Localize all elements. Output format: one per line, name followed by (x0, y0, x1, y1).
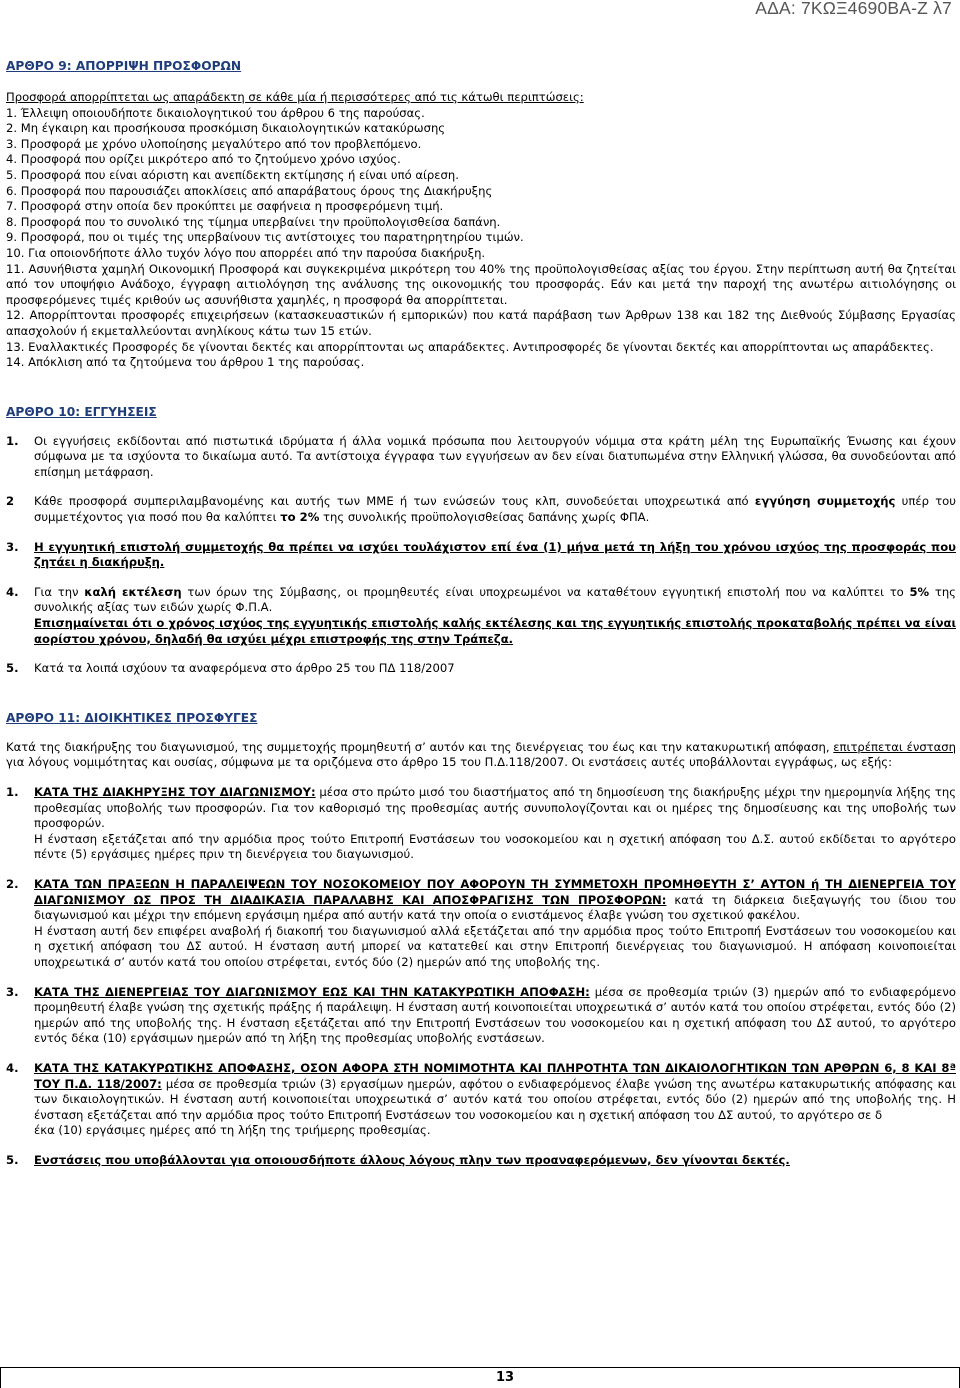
text-run: της συνολικής αξίας των ειδών χωρίς Φ.Π.Α. (34, 584, 956, 615)
article10-item-3 (6, 540, 956, 571)
list-item: 13. Εναλλακτικές Προσφορές δε γίνονται δεκτές και απορρίπτονται ως απαράδεκτες. Αντιπροσφορές δε γίνονται δεκτές και απορρίπτονται ως απαράδεκτες. (6, 339, 934, 354)
text-run: υπέρ του συμμετέχοντος για ποσό που θα καλύπτει (34, 494, 956, 525)
text-run: Η ένσταση αυτή δεν επιφέρει αναβολή ή διακοπή του διαγωνισμού αλλά εξετάζεται από την αρμόδια προς τούτο Επιτροπή Ενστάσεων του νοσοκομείου και η σχετική απόφαση του ΔΣ αυτού. Η ένσταση αυτή μπορεί να κατατεθεί και στην Επιτροπή διενέργειας του διαγωνισμού. Η απόφαση κοινοποιείται υποχρεωτικά σ’ αυτόν κατά του οποίου στρέφεται, εντός δύο (2) ημερών από της υποβολής της. (34, 923, 956, 969)
item-number: 1. (6, 785, 19, 799)
list-item: 5. Προσφορά που είναι αόριστη και ανεπίδεκτη εκτίμησης ή είναι υπό αίρεση. (6, 167, 459, 182)
text-run-note: Επισημαίνεται ότι ο χρόνος ισχύος της εγγυητικής επιστολής καλής εκτέλεσης και της εγγυητικής επιστολής προκαταβολής πρέπει να είναι αορίστου χρόνου, δηλαδή θα ισχύει μέχρι επιστροφής της στην Τράπεζα. (34, 616, 956, 646)
list-item: 12. Απορρίπτονται προσφορές επιχειρήσεων (κατασκευαστικών ή εμπορικών) που κατά παράβαση των Άρθρων 138 και 182 της Διεθνούς Σύμβασης Εργασίας απασχολούν ή εκμεταλλεύονται ανηλίκους κάτω των 15 ετών. (6, 308, 956, 338)
item-text (34, 985, 956, 1047)
page-number: 13 (496, 1370, 515, 1385)
text-run: Κατά της διακήρυξης του διαγωνισμού, της συμμετοχής προμηθευτή σ’ αυτόν και της διενέργειας του έως και την κατακυρωτική απόφαση, (6, 739, 834, 754)
item-text (34, 494, 956, 525)
article9-list (6, 90, 956, 371)
text-run-underline: επιτρέπεται ένσταση (833, 739, 957, 754)
text-run: για λόγους νομιμότητας και ουσίας, σύμφωνα με τα οριζόμενα στο άρθρο 15 του Π.Δ.118/2007. Οι ενστάσεις αυτές υποβάλλονται εγγράφως, ως εξής: (6, 755, 893, 770)
item-number: 5. (6, 661, 19, 676)
text-run: μέσα στο πρώτο μισό του διαστήματος από τη δημοσίευση της διακήρυξης μέχρι την ημερομηνία λήξης της προθεσμίας υποβολής των προσφορών. Για τον καθορισμό της προθεσμίας αυτής συνυπολογίζονται και οι ημέρες της δημοσίευσης και της υποβολής των προσφορών. (34, 785, 956, 831)
item-number: 3. (6, 984, 19, 999)
article11-intro (6, 740, 956, 771)
article10-item-1 (6, 434, 956, 481)
text-run: μέσα σε προθεσμία τριών (3) ημερών από το ενδιαφερόμενο προμηθευτή έλαβε γνώση της σχετικής πράξης ή παράλειψη. Η ένσταση αυτή κοινοποιείται υποχρεωτικά σ’ αυτόν κατά του οποίου στρέφεται, εντός δύο (2) ημερών από της υποβολής της. Η ένσταση εξετάζεται από την Επιτροπή Ενστάσεων του νοσοκομείου και η σχετική απόφαση του ΔΣ αυτού, το αργότερο εντός δέκα (10) εργάσιμων ημερών από τη λήξη της προθεσμίας υποβολής ενστάσεων. (34, 984, 956, 1046)
article9-title: ΑΡΘΡΟ 9: ΑΠΟΡΡΙΨΗ ΠΡΟΣΦΟΡΩΝ (6, 59, 242, 73)
list-item: 14. Απόκλιση από τα ζητούμενα του άρθρου 1 της παρούσας. (6, 355, 365, 370)
article10-title: ΑΡΘΡΟ 10: ΕΓΓΥΗΣΕΙΣ (6, 404, 157, 419)
text-run: έκα (10) εργάσιμες ημέρες από τη λήξη της τριήμερης προθεσμίας. (34, 1123, 431, 1138)
item-text: Κατά τα λοιπά ισχύουν τα αναφερόμενα στο άρθρο 25 του ΠΔ 118/2007 (34, 661, 455, 676)
footer-border-left (0, 1367, 1, 1388)
item-number: 5. (6, 1152, 19, 1167)
item-heading: ΚΑΤΑ ΤΗΣ ΔΙΑΚΗΡΥΞΗΣ ΤΟΥ ΔΙΑΓΩΝΙΣΜΟΥ: (34, 785, 316, 799)
article11-title: ΑΡΘΡΟ 11: ΔΙΟΙΚΗΤΙΚΕΣ ΠΡΟΣΦΥΓΕΣ (6, 710, 258, 725)
item-text: Ενστάσεις που υποβάλλονται για οποιουσδήποτε άλλους λόγους πλην των προαναφερόμενων, δεν γίνονται δεκτές. (34, 1152, 790, 1167)
item-text: Οι εγγυήσεις εκδίδονται από πιστωτικά ιδρύματα ή άλλα νομικά πρόσωπα που λειτουργούν νόμιμα στα κράτη μέλη της Ευρωπαϊκής Ένωσης και έχουν σύμφωνα με τα ισχύοντα το δικαίωμα αυτό. Τα αντίστοιχα έγγραφα των εγγυήσεων αν δεν είναι διατυπωμένα στην Ελληνική γλώσσα, θα συνοδεύονται από επίσημη μετάφραση. (34, 433, 956, 479)
item-number: 2 (6, 494, 15, 509)
footer-rule (0, 1367, 960, 1368)
item-heading: ΚΑΤΑ ΤΩΝ ΠΡΑΞΕΩΝ Η ΠΑΡΑΛΕΙΨΕΩΝ ΤΟΥ ΝΟΣΟΚΟΜΕΙΟΥ ΠΟΥ ΑΦΟΡΟΥΝ ΤΗ ΣΥΜΜΕΤΟΧΗ ΠΡΟΜΗΘΕΥΤΗ Σ’ ΑΥΤΟΝ ή ΤΗ ΔΙΕΝΕΡΓΕΙΑ ΤΟΥ ΔΙΑΓΩΝΙΣΜΟΥ ΩΣ ΠΡΟΣ ΤΗ ΔΙΑΔΙΚΑΣΙΑ ΠΑΡΑΛΑΒΗΣ ΚΑΙ ΑΠΟΣΦΡΑΓΙΣΗΣ ΤΩΝ ΠΡΟΣΦΟΡΩΝ: (34, 876, 956, 907)
item-heading: ΚΑΤΑ ΤΗΣ ΔΙΕΝΕΡΓΕΙΑΣ ΤΟΥ ΔΙΑΓΩΝΙΣΜΟΥ ΕΩΣ ΚΑΙ ΤΗΝ ΚΑΤΑΚΥΡΩΤΙΚΗ ΑΠΟΦΑΣΗ: (34, 984, 590, 999)
article10-item-5 (6, 661, 956, 677)
item-text: Η εγγυητική επιστολή συμμετοχής θα πρέπει να ισχύει τουλάχιστον επί ένα (1) μήνα μετά τη λήξη του χρόνου ισχύος της προσφοράς που ζητάει η διακήρυξη. (34, 539, 956, 570)
list-item: 3. Προσφορά με χρόνο υλοποίησης μεγαλύτερο από τον προβλεπόμενο. (6, 136, 422, 151)
article11-item-4 (6, 1061, 956, 1139)
article11-item-5 (6, 1153, 956, 1169)
list-item: 4. Προσφορά που ορίζει μικρότερο από το ζητούμενο χρόνο ισχύος. (6, 152, 401, 167)
list-item: 10. Για οποιονδήποτε άλλο τυχόν λόγο που απορρέει από την παρούσα διακήρυξη. (6, 245, 486, 260)
item-text (34, 1061, 956, 1139)
list-item: 9. Προσφορά, που οι τιμές της υπερβαίνουν τις αντίστοιχες του παρατηρητηρίου τιμών. (6, 230, 524, 245)
text-run: της συνολικής προϋπολογισθείσας δαπάνης χωρίς ΦΠΑ. (319, 510, 650, 525)
text-run: Η ένσταση εξετάζεται από την αρμόδια προς τούτο Επιτροπή Ενστάσεων του νοσοκομείου και η σχετική απόφαση του Δ.Σ. αυτού εκδίδεται το αργότερο πέντε (5) εργάσιμες ημέρες πριν τη διενέργεια του διαγωνισμού. (34, 831, 956, 862)
article10-item-2 (6, 494, 956, 525)
article9-intro: Προσφορά απορρίπτεται ως απαράδεκτη σε κάθε μία ή περισσότερες από τις κάτωθι περιπτώσεις: (6, 90, 584, 104)
text-run-bold: εγγύηση συμμετοχής (754, 494, 896, 509)
item-text (34, 877, 956, 971)
item-number: 4. (6, 1060, 19, 1075)
item-text (34, 785, 956, 863)
ada-code: ΑΔΑ: 7ΚΩΞ4690ΒΑ-Ζ λ7 (755, 0, 952, 18)
document-page (6, 58, 956, 1168)
article11-item-2 (6, 877, 956, 971)
text-run: κατά τη διάρκεια διεξαγωγής του ίδιου του διαγωνισμού και μέχρι την επόμενη εργάσιμη ημέρα από αυτήν κατά την οποία ο ενιστάμενος έλαβε γνώση του σχετικού φακέλου. (34, 892, 956, 923)
list-item: 11. Ασυνήθιστα χαμηλή Οικονομική Προσφορά και συγκεκριμένα μικρότερη του 40% της προϋπολογισθείσας αξίας του έργου. Στην περίπτωση αυτή θα ζητείται από τον υποψήφιο Ανάδοχο, έγγραφη αιτιολόγηση της ανάλυσης της οικονομικής του προσφοράς. Εάν και μετά την παροχή της ανωτέρω αιτιολόγησης οι προσφερόμενες τιμές κριθούν ως ασυνήθιστα χαμηλές, η προσφορά θα απορρίπτεται. (6, 261, 956, 307)
list-item: 1. Έλλειψη οποιουδήποτε δικαιολογητικού του άρθρου 6 της παρούσας. (6, 105, 425, 120)
text-run: Για την (34, 584, 85, 599)
list-item: 2. Μη έγκαιρη και προσήκουσα προσκόμιση δικαιολογητικών κατακύρωσης (6, 121, 446, 136)
list-item: 7. Προσφορά στην οποία δεν προκύπτει με σαφήνεια η προσφερόμενη τιμή. (6, 199, 444, 214)
item-number: 2. (6, 876, 19, 891)
list-item: 8. Προσφορά που το συνολικό της τίμημα υπερβαίνει την προϋπολογισθείσα δαπάνη. (6, 214, 501, 229)
article11-item-1 (6, 785, 956, 863)
list-item: 6. Προσφορά που παρουσιάζει αποκλίσεις από απαράβατους όρους της Διακήρυξης (6, 183, 493, 198)
text-run-bold: το 2% (280, 510, 320, 525)
item-heading: ΚΑΤΑ ΤΗΣ ΚΑΤΑΚΥΡΩΤΙΚΗΣ ΑΠΟΦΑΣΗΣ, ΟΣΟΝ ΑΦΟΡΑ ΣΤΗ ΝΟΜΙΜΟΤΗΤΑ ΚΑΙ ΠΛΗΡΟΤΗΤΑ ΤΩΝ ΔΙΚΑΙΟΛΟΓΗΤΙΚΩΝ ΤΩΝ ΑΡΘΡΩΝ 6, 8 ΚΑΙ 8ª ΤΟΥ Π.Δ. 118/2007: (34, 1060, 956, 1091)
text-run: των όρων της Σύμβασης, οι προμηθευτές είναι υποχρεωμένοι να καταθέτουν εγγυητική επιστολή που να καλύπτει το (181, 584, 910, 599)
article11-item-3 (6, 985, 956, 1047)
article10-item-4 (6, 585, 956, 647)
text-run: μέσα σε προθεσμία τριών (3) εργασίμων ημερών, αφότου ο ενδιαφερόμενος έλαβε γνώση της ανωτέρω κατακυρωτικής απόφασης και των δικαιολογητικών. Η ένσταση αυτή κοινοποιείται υποχρεωτικά σ’ αυτόν κατά του οποίου στρέφεται, εντός δύο (2) ημερών από της υποβολής της. Η ένσταση εξετάζεται από την αρμόδια προς τούτο Επιτροπή Ενστάσεων του νοσοκομείου και η σχετική απόφαση του ΔΣ αυτού, το αργότερο σε δ (34, 1076, 957, 1122)
text-run-bold: 5% (909, 584, 930, 599)
item-number: 1. (6, 433, 19, 448)
text-run: Κάθε προσφορά συμπεριλαμβανομένης και αυτής των ΜΜΕ ή των ενώσεών τους κλπ, συνοδεύεται υποχρεωτικά από (34, 494, 755, 509)
item-number: 4. (6, 584, 19, 599)
item-text (34, 585, 956, 647)
text-run-bold: καλή εκτέλεση (84, 584, 182, 599)
item-number: 3. (6, 539, 19, 554)
